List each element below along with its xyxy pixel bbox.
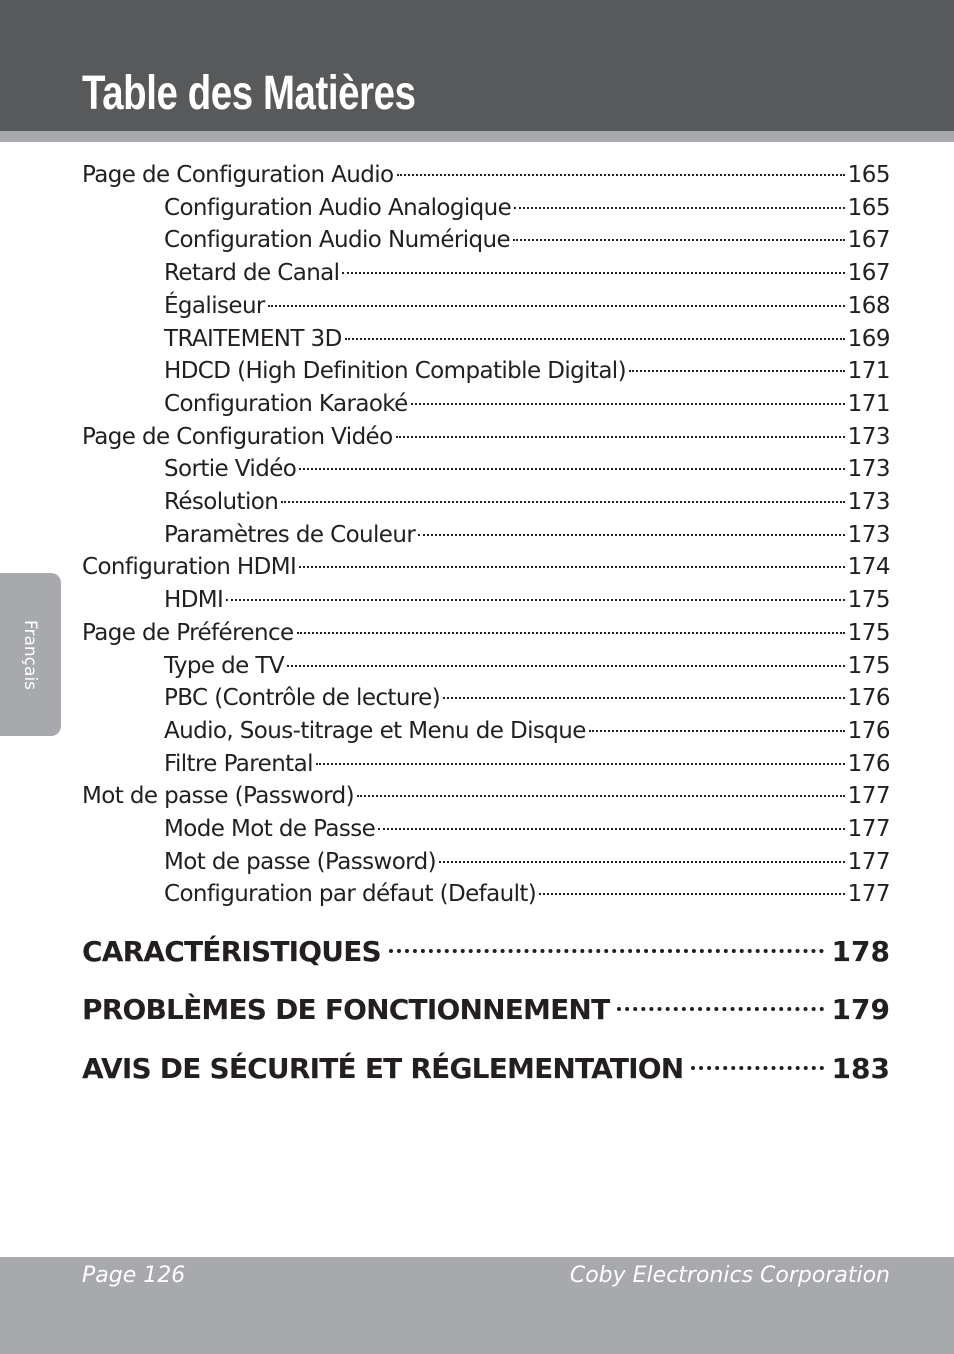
toc-subentry[interactable] [164, 388, 890, 421]
dot-leader [418, 534, 844, 536]
toc-section[interactable] [82, 932, 890, 972]
toc-subentry[interactable] [164, 650, 890, 683]
toc-entry-title: Page de Préférence [82, 619, 294, 646]
dot-leader [629, 370, 845, 372]
toc-entry-title: Configuration Karaoké [164, 390, 408, 417]
dot-leader [396, 436, 845, 438]
toc-entry-page: 169 [847, 325, 890, 352]
toc-entry[interactable] [82, 780, 890, 813]
dot-leader [287, 665, 845, 667]
toc-entry-page: 173 [847, 521, 890, 548]
dot-leader [411, 403, 845, 405]
toc-section-title: PROBLÈMES DE FONCTIONNEMENT [82, 993, 610, 1026]
dot-leader [439, 861, 845, 863]
toc-entry-title: HDMI [164, 587, 224, 614]
toc-section[interactable] [82, 1049, 890, 1089]
dot-leader [389, 949, 824, 953]
toc-entry[interactable] [82, 551, 890, 584]
dot-leader [617, 1007, 823, 1011]
toc-entry-title: TRAITEMENT 3D [164, 325, 342, 352]
toc-subentry[interactable] [164, 878, 890, 911]
toc-section-page: 179 [831, 993, 890, 1026]
toc-subentry[interactable] [164, 682, 890, 715]
toc-entry-title: Mot de passe (Password) [164, 848, 437, 875]
toc-entry-page: 177 [847, 783, 890, 810]
toc-entry-title: Égaliseur [164, 292, 265, 319]
toc-entry-title: Configuration Audio Analogique [164, 194, 512, 221]
toc-entry-title: Configuration par défaut (Default) [164, 881, 537, 908]
toc-entry-page: 167 [847, 227, 890, 254]
dot-leader [513, 239, 845, 241]
dot-leader [589, 730, 845, 732]
toc-entry-title: PBC (Contrôle de lecture) [164, 685, 441, 712]
dot-leader [345, 338, 845, 340]
dot-leader [443, 697, 844, 699]
toc-subentry[interactable] [164, 355, 890, 388]
dot-leader [514, 207, 844, 209]
dot-leader [226, 599, 844, 601]
dot-leader [397, 174, 845, 176]
dot-leader [316, 763, 845, 765]
toc-subentry[interactable] [164, 224, 890, 257]
toc-entry-page: 175 [847, 652, 890, 679]
toc-entry-page: 176 [847, 685, 890, 712]
toc-entry-page: 168 [847, 292, 890, 319]
dot-leader [268, 305, 845, 307]
page-title: Table des Matières [82, 67, 416, 120]
toc-subentry[interactable] [164, 584, 890, 617]
dot-leader [297, 632, 845, 634]
toc-entry[interactable] [82, 421, 890, 454]
footer-company: Coby Electronics Corporation [569, 1263, 890, 1288]
footer-page-number: Page 126 [82, 1263, 186, 1288]
language-tab-label: Français [20, 619, 40, 691]
toc-entry-page: 175 [847, 619, 890, 646]
toc-entry-title: Paramètres de Couleur [164, 521, 416, 548]
toc-entry-page: 177 [847, 848, 890, 875]
toc-entry-title: Mode Mot de Passe [164, 816, 376, 842]
toc-entry-title: Page de Configuration Vidéo [82, 423, 393, 450]
toc-subentry[interactable] [164, 715, 890, 748]
toc-subentry[interactable] [164, 486, 890, 519]
toc-entry-page: 176 [847, 717, 890, 744]
toc-subentry[interactable] [164, 846, 890, 879]
toc-entry-page: 165 [847, 162, 890, 188]
toc-entry-page: 176 [847, 750, 890, 777]
toc-entry-title: Résolution [164, 489, 279, 515]
toc-entry-title: Sortie Vidéo [164, 456, 297, 483]
dot-leader [299, 468, 844, 470]
toc-subentry[interactable] [164, 290, 890, 323]
toc-subentry[interactable] [164, 453, 890, 486]
toc-entry-page: 174 [847, 554, 890, 581]
toc-entry-page: 171 [847, 390, 890, 417]
toc-section-page: 178 [831, 935, 890, 968]
toc-subentry[interactable] [164, 257, 890, 290]
toc-subentry[interactable] [164, 192, 890, 225]
toc-section-title: CARACTÉRISTIQUES [82, 935, 381, 968]
dot-leader [378, 828, 844, 830]
toc-subentry[interactable] [164, 323, 890, 356]
toc-entry-title: Page de Configuration Audio [82, 162, 394, 188]
toc-entry-page: 177 [847, 881, 890, 908]
toc-section[interactable] [82, 990, 890, 1030]
toc-entry[interactable] [82, 159, 890, 192]
toc-entry-title: Configuration HDMI [82, 554, 297, 581]
toc-entry-title: Configuration Audio Numérique [164, 227, 511, 254]
toc-entry-page: 175 [847, 587, 890, 614]
toc-entry[interactable] [82, 617, 890, 650]
dot-leader [299, 566, 844, 568]
toc-entry-title: Audio, Sous-titrage et Menu de Disque [164, 717, 586, 744]
toc-entry-title: Retard de Canal [164, 260, 340, 287]
toc-entry-page: 171 [847, 358, 890, 385]
toc-section-page: 183 [831, 1052, 890, 1085]
toc-entry-title: Mot de passe (Password) [82, 783, 355, 810]
toc-subentry[interactable] [164, 748, 890, 781]
toc-subentry[interactable] [164, 519, 890, 552]
toc-section-title: AVIS DE SÉCURITÉ ET RÉGLEMENTATION [82, 1052, 684, 1085]
toc-entry-page: 173 [847, 456, 890, 483]
toc-entry-page: 173 [847, 423, 890, 450]
toc-entry-title: Filtre Parental [164, 750, 313, 777]
dot-leader [691, 1066, 823, 1070]
dot-leader [539, 893, 844, 895]
toc-subentry[interactable] [164, 813, 890, 846]
dot-leader [342, 272, 844, 274]
toc-entry-page: 173 [847, 489, 890, 515]
dot-leader [357, 795, 845, 797]
toc-entry-page: 167 [847, 260, 890, 287]
dot-leader [281, 501, 844, 503]
toc-entry-page: 165 [847, 194, 890, 221]
toc-entry-title: HDCD (High Definition Compatible Digital) [164, 358, 626, 385]
toc-entry-title: Type de TV [164, 652, 284, 679]
header-rule [0, 131, 954, 142]
toc-entry-page: 177 [847, 816, 890, 842]
